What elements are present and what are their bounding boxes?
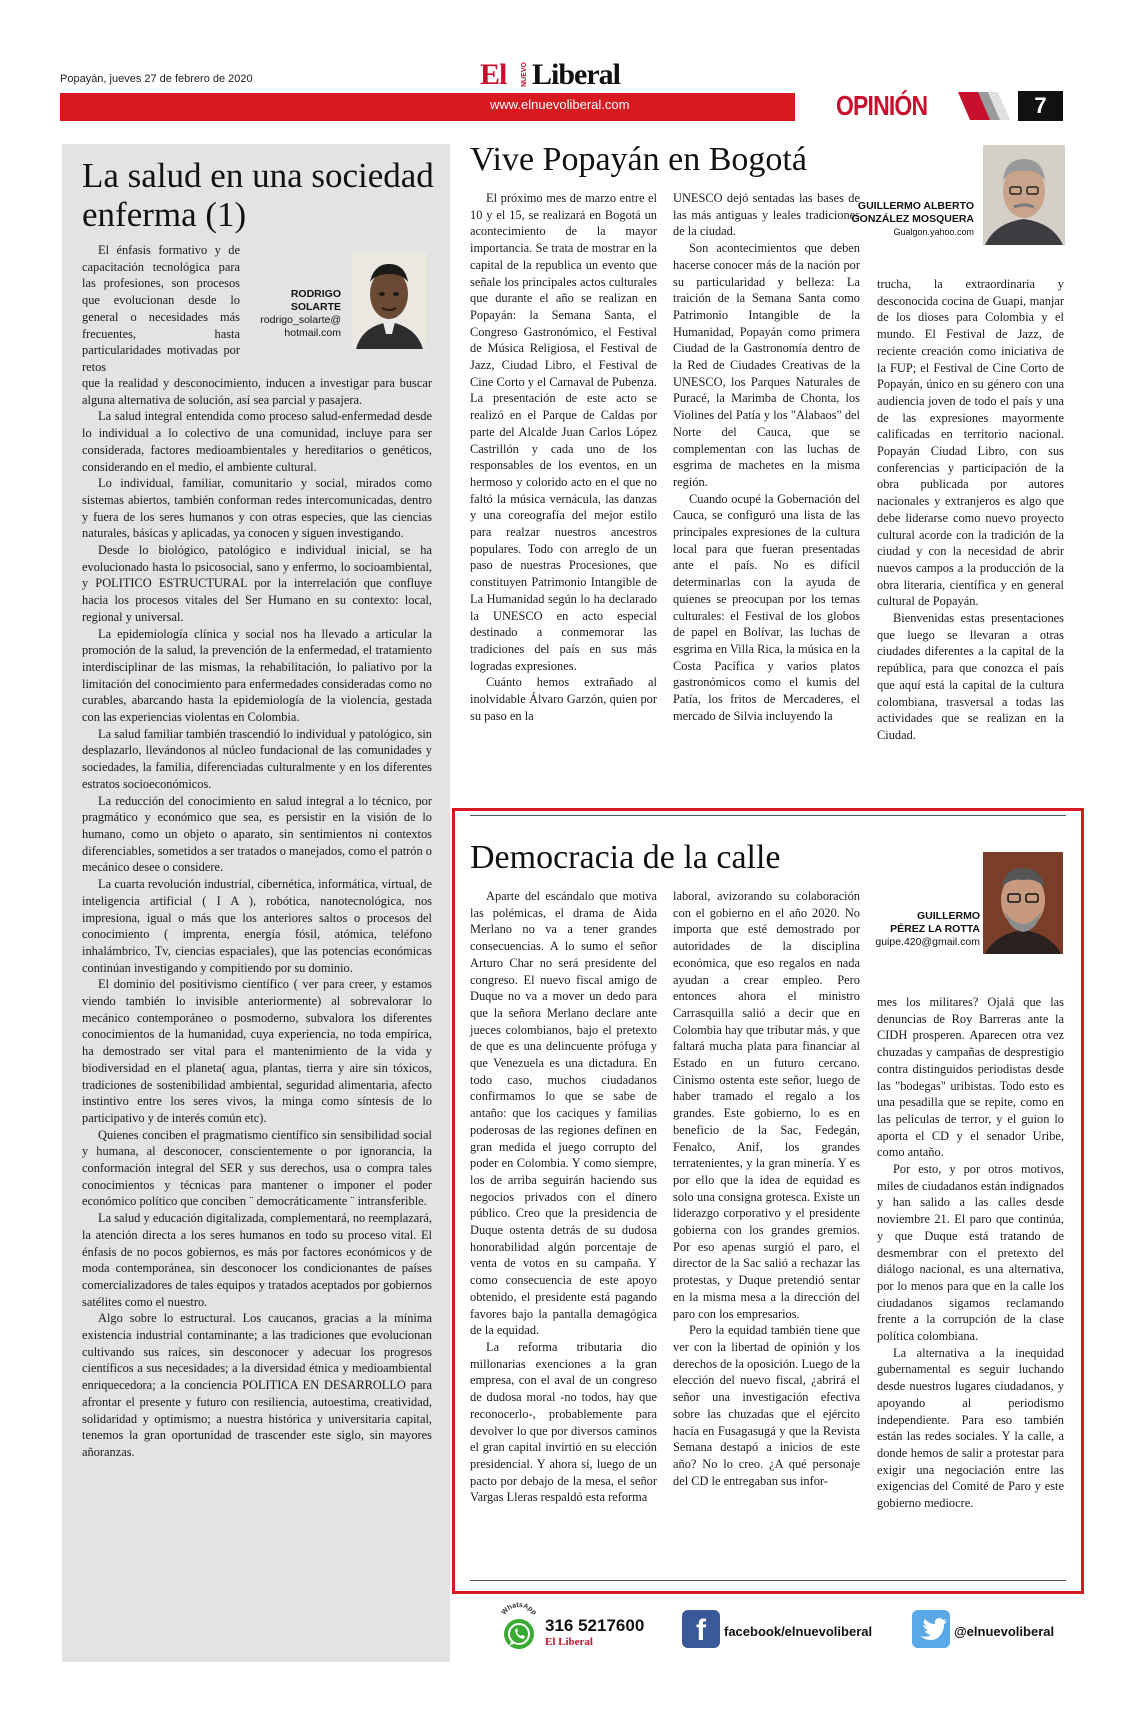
- democracia-article-title: Democracia de la calle: [470, 839, 781, 876]
- left-intro-paragraph: El énfasis formativo y de capacitación tecnológica para las profesiones, son procesos que evolucionan desde lo general o necesidades más frecuentes, hasta particularidades motivadas por retos: [82, 243, 240, 374]
- website-link[interactable]: www.elnuevoliberal.com: [490, 97, 630, 112]
- vive-paragraph: Cuando ocupé la Gobernación del Cauca, se configuró una lista de las principales expresiones de la cultura local para que fueran presentadas ante el país. No es difícil determinarlas con la ayuda de quienes se preocupan por los temas culturales: el Festival de los globos de papel en Bolívar, las luchas de esgrima en Villa Rica, la música en la Costa Pacífica y varios platos gastronómicos como el kumis del Patía, los fritos de Mercaderes, el mercado de Silvia incluyendo la: [673, 491, 860, 723]
- author-portrait: [352, 252, 427, 349]
- facebook-icon[interactable]: f: [682, 1610, 720, 1648]
- left-paragraph: que la realidad y desconocimiento, inducen a investigar para buscar alguna alternativa de solución, así sea parcial y pasajera.: [82, 376, 432, 407]
- page-number: 7: [1018, 91, 1063, 121]
- left-paragraph: La cuarta revolución industrial, cibernética, informática, virtual, de inteligencia artificial ( I A ), robótica, nanotecnológica, nos impresiona, igual o más que los anteriores saltos o procesos del conocimiento ( imprenta, energía fósil, atómica, teléfono inhalámbrico, Tv, ciencias espaciales), que las potencias económicas continúan investigando y compitiendo por su dominio.: [82, 877, 432, 975]
- vive-article-title: Vive Popayán en Bogotá: [470, 141, 807, 178]
- left-article-byline: [246, 288, 341, 340]
- left-paragraph: Quienes conciben el pragmatismo científico sin sensibilidad social y humana, al desconocer, conscientemente o por ignorancia, la conformación integral del SER y sus derechos, usa o compra tales conocimientos y técnicas para mantener o imponer el poder económico político que conciben ¨ democráticamente ¨ intransferible.: [82, 1127, 432, 1209]
- democracia-column-3: [877, 994, 1064, 1512]
- left-paragraph: La reducción del conocimiento en salud integral a lo técnico, por pragmático y económico que sea, es persistir en la visión de lo humano, como un objeto o aparato, sin sentimientos ni contextos diferenciables, sometidos a ser tratados o manejados, como el patrón o mecánico desee o considere.: [82, 793, 432, 875]
- democracia-paragraph: laboral, avizorando su colaboración con el gobierno en el año 2020. No importa que esté demostrado por autoridades de la disciplina económica, que eso regalos en nada ayudan a crear empleo. Pero entonces ahora el ministro Carrasquilla salió a decir que en Colombia hay que tributar más, y que faltará mucha plata para financiar al Estado en un futuro cercano. Cinismo ostenta este señor, luego de haber tramado el regalo a los grandes. Este gobierno, lo es en beneficio de la Sac, Fedegán, Fenalco, Anif, los grandes terratenientes, y la gran minería. Y es por ello que la idea de equidad es solo una consigna grotesca. Existe un liderazgo corporativo y el presidente gobierna con los grandes gremios. Por eso apenas surgió el paro, el director de la Sac salió a rechazar las protestas, y Duque pretendió sentar en la misma mesa a la dirección del paro con los empresarios.: [673, 889, 860, 1321]
- democracia-paragraph: Por esto, y por otros motivos, miles de ciudadanos están indignados y han salido a las calles desde noviembre 21. El paro que continúa, y que Duque está tratando de desmembrar con el pretexto del diálogo nacional, es una alternativa, por lo menos para que en la calle los ciudadanos sigamos reclamando frente a la corrupción de la clase política colombiana.: [877, 1162, 1064, 1344]
- header-red-bar: [60, 93, 795, 121]
- author-name-line2: PÉREZ LA ROTTA: [890, 923, 980, 935]
- divider: [470, 1580, 1066, 1581]
- author-email-line2[interactable]: hotmail.com: [284, 327, 341, 339]
- left-article-intro: [82, 242, 240, 376]
- vive-paragraph: El próximo mes de marzo entre el 10 y el 15, se realizará en Bogotá un acontecimiento de la mayor importancia. Se trata de mostrar en la capital de la republica un evento que señale los principales actos culturales que durante el año se realizan en Popayán: la Semana Santa, el Congreso Gastronómico, el Festival de Música Religiosa, el Festival de Jazz, Ciudad Libro, el Festival de Cine Corto y el Carnaval de Pubenza. La presentación de este acto se realizó en el Parque de Caldas por parte del Alcalde Juan Carlos López Castrillón y cada uno de los responsables de los eventos, en un hermoso y colorido acto en el que no faltó la música vernácula, las danzas y una coreografía del mejor estilo para realzar nuestros ancestros populares. Todo con arreglo de un paso de nuestras Procesiones, que constituyen Patrimonio Intangible de La Humanidad según lo ha declarado la UNESCO en acto especial destinado a conmemorar las tradiciones del país en sus más logradas expresiones.: [470, 191, 657, 673]
- left-paragraph: La salud y educación digitalizada, complementará, no reemplazará, la atención directa a los seres humanos en todo su proceso vital. El énfasis de no pocos gobiernos, es más por factores económicos y de moda contemporánea, sin desconocer los condicionantes de países comercializadores de tales equipos y tratados aceptados por gobiernos satélites como el nuestro.: [82, 1211, 432, 1309]
- vive-article-byline: [840, 200, 974, 239]
- author-name-line2: GONZÁLEZ MOSQUERA: [851, 213, 974, 225]
- masthead-nuevo: NUEVO: [521, 62, 528, 87]
- author-name-line1: GUILLERMO: [917, 910, 980, 922]
- left-paragraph: Lo individual, familiar, comunitario y social, mirados como sistemas abiertos, también conforman redes intercomunicadas, dentro y fuera de los seres humanos y con otras especies, que las ciencias naturales, básicas y aplicadas, ya conocen y siguen investigando.: [82, 476, 432, 541]
- whatsapp-icon[interactable]: [494, 1602, 544, 1652]
- left-paragraph: La salud familiar también trascendió lo individual y patológico, sin desplazarlo, llevándonos al núcleo fundacional de las comunidades y sociedades, la familia, diferenciadas culturalmente y en los diferentes estratos socioeconómicos.: [82, 726, 432, 791]
- author-portrait: [983, 145, 1065, 245]
- democracia-paragraph: La reforma tributaria dio millonarias exenciones a la gran empresa, con el aval de un congreso de dudosa moral -no todos, hay que reconocerlo-, probablemente para devolver lo que por diversos caminos el gran capital invirtió en su elección presidencial. Y ahora sí, luego de un pacto por debajo de la mesa, el señor Vargas Lleras respaldó esta reforma: [470, 1339, 657, 1505]
- democracia-paragraph: La alternativa a la inequidad gubernamental es seguir luchando desde nuestros lugares ciudadanos, y apoyando al periodismo independiente. Para eso también están las redes sociales. Y la calle, a donde hemos de salir a protestar para exigir una negociación entre las exigencias del Comité de Paro y este gobierno mediocre.: [877, 1345, 1064, 1511]
- left-paragraph: Desde lo biológico, patológico e individual inicial, se ha evolucionado hasta lo psicosocial, sano y enfermo, lo socioambiental, y POLITICO ESTRUCTURAL por la interrelación que confluye hacia los procesos vitales del Ser Humano en su contexto: local, regional y universal.: [82, 543, 432, 624]
- section-title: OPINIÓN: [836, 90, 928, 121]
- author-name-line1: GUILLERMO ALBERTO: [857, 200, 974, 212]
- democracia-paragraph: Aparte del escándalo que motiva las polémicas, el drama de Aida Merlano no va a tener grandes consecuencias. A lo sumo el señor Arturo Char no será presidente del congreso. El nuevo fiscal amigo de Duque no va a mover un dedo para que la señora Merlano declare ante jueces colombianos, bajo el pretexto de que es una delincuente prófuga y que Venezuela es una dictadura. En todo caso, muchos ciudadanos confirmamos lo que se sabe de antaño: que los caciques y familias poderosas de las regiones definen en gran medida el juego corrupto del poder en Colombia. Y como siempre, los de arriba seguirán haciendo sus negocios privados con el dinero público. Creo que la presidencia de Duque ostenta detrás de su dudosa honorabilidad algún porcentaje de venta de votos en su campaña. Y como consecuencia de este apoyo obtenido, el presidente está pagando favores bajo la pantalla demagógica de la equidad.: [470, 889, 657, 1338]
- phone-number[interactable]: 316 5217600: [545, 1616, 645, 1635]
- left-paragraph: Algo sobre lo estructural. Los caucanos, gracias a la mínima existencia industrial contaminante; a las tradiciones que evolucionan cultivando sus raíces, sin desconocer y adecuar los progresos científicos a sus necesidades; a la diversidad étnica y medioambiental enriquecedora; a la conciencia POLITICA EN DESARROLLO para afrontar el presente y futuro con resiliencia, autoestima, creatividad, solidaridad y optimismo; a nuestra histórica y universitaria capital, tenemos la gran oportunidad de trascender este siglo, sin mayores añoranzas.: [82, 1311, 432, 1459]
- left-article-title: La salud en una sociedad enferma (1): [82, 156, 434, 234]
- vive-column-2: [673, 190, 860, 725]
- democracia-article-byline: [860, 910, 980, 949]
- vive-paragraph: Bienvenidas estas presentaciones que luego se llevaran a otras ciudades diferentes a la capital de la república, para que conozca el país que aquí está la capital de la cultura colombiana, trasversal a todas las actividades que se realizan en la Ciudad.: [877, 611, 1064, 742]
- svg-text:WhatsApp: [501, 1602, 538, 1616]
- twitter-link[interactable]: @elnuevoliberal: [954, 1624, 1055, 1639]
- author-portrait: [983, 852, 1063, 954]
- vive-paragraph: trucha, la extraordinaria y desconocida cocina de Guapi, manjar de los dioses para Colombia y el mundo. El Festival de Jazz, de reciente creación como iniciativa de la FUP; el Festival de Cine Corto de Popayán, único en su género con una audiencia joven de todo el país y una de las expresiones mayormente calificadas en territorio nacional. Popayán Ciudad Libro, con sus conferencias y participación de la obra publicada por autores nacionales y extranjeros es algo que debe liderarse como nuevo proyecto cultural acorde con la tradición de la ciudad y con la necesidad de abrir nuevos campos a la producción de la obra literaria, científica y en general cultural de Popayán.: [877, 277, 1064, 609]
- vive-column-3: [877, 276, 1064, 744]
- left-paragraph: La salud integral entendida como proceso salud-enfermedad desde lo individual a lo colectivo de una comunidad, incluye para ser considerada, factores medioambientales y hereditarios o genéticos, considerando en el medio, el ambiente cultural.: [82, 409, 432, 474]
- facebook-link[interactable]: facebook/elnuevoliberal: [724, 1624, 873, 1639]
- twitter-icon[interactable]: [912, 1610, 950, 1648]
- democracia-column-2: [673, 888, 860, 1489]
- left-article-body: [82, 375, 432, 1461]
- masthead-el: El: [480, 58, 507, 91]
- whatsapp-label: WhatsApp: [500, 1602, 538, 1617]
- author-email[interactable]: guipe.420@gmail.com: [875, 936, 980, 948]
- vive-column-1: [470, 190, 657, 725]
- masthead-liberal: Liberal: [532, 58, 620, 91]
- dateline: Popayán, jueves 27 de febrero de 2020: [60, 73, 253, 85]
- democracia-column-1: [470, 888, 657, 1506]
- democracia-paragraph: Pero la equidad también tiene que ver con la libertad de opinión y los derechos de la oposición. Luego de la elección del nuevo fiscal, ¿abrirá el señor una investigación efectiva sobre las chuzadas que el ejército hacía en Fusagasugá y que la Revista Semana destapó a inicios de este año? No lo creo. ¿A qué personaje del CD le entregaban sus infor-: [673, 1323, 860, 1488]
- vive-paragraph: Cuánto hemos extrañado al inolvidable Álvaro Garzón, quien por su paso en la: [470, 675, 657, 723]
- divider: [470, 815, 1066, 816]
- swoosh-decoration: [958, 90, 1018, 122]
- author-email-line1[interactable]: rodrigo_solarte@: [260, 314, 341, 326]
- footer-logo: El Liberal: [545, 1636, 593, 1648]
- democracia-paragraph: mes los militares? Ojalá que las denuncias de Roy Barreras ante la CIDH prosperen. Aparecen otra vez chuzadas y campañas de desprestigio contra distinguidos periodistas desde las "bodegas" uribistas. Todo esto es una pesadilla que se repite, como en las películas de terror, y el guion lo aporta el CD y el senador Uribe, como antaño.: [877, 995, 1064, 1160]
- left-paragraph: El dominio del positivismo científico ( ver para creer, y estamos viendo también lo invisible anteriormente) al sobrevalorar lo mecánico contemporáneo o posmoderno, subvalora los diferentes conocimientos de la humanidad, cuya experiencia, no toda empírica, ha demostrado ser vital para el mantenimiento de la vida y biodiversidad en el planeta( agua, plantas, tierra y aire sin tóxicos, tradiciones de sostenibilidad ambiental, seguridad alimentaria, afecto instintivo entre los seres vivos, la minga como síntesis de lo participativo y de interés común etc).: [82, 977, 432, 1125]
- author-email[interactable]: Gualgon.yahoo.com: [893, 227, 974, 237]
- vive-paragraph: UNESCO dejó sentadas las bases de las más antiguas y leales tradiciones de la ciudad.: [673, 191, 860, 239]
- vive-paragraph: Son acontecimientos que deben hacerse conocer más de la nación por su particularidad y belleza: La traición de la Semana Santa como Patrimonio Intangible de la Humanidad, Popayán como primera Ciudad de la Gastronomía dentro de la Red de Ciudades Creativas de la UNESCO, los Parques Naturales de Puracé, la Marimba de Chonta, los Violines del Patía y los "Alabaos" del Norte del Cauca, que se complementan con las luchas de esgrima de machetes en la misma región.: [673, 241, 860, 489]
- masthead-logo[interactable]: [480, 58, 650, 92]
- author-name: RODRIGO SOLARTE: [290, 288, 341, 313]
- left-paragraph: La epidemiología clínica y social nos ha llevado a articular la promoción de la salud, la prevención de la enfermedad, el tratamiento interdisciplinar de las mismas, la rehabilitación, lo paliativo por la limitación del conocimiento para enfermedades consideradas como no curables, abarcando hasta la epidemiología de la violencia, gestada con las experiencias violentas en Colombia.: [82, 626, 432, 725]
